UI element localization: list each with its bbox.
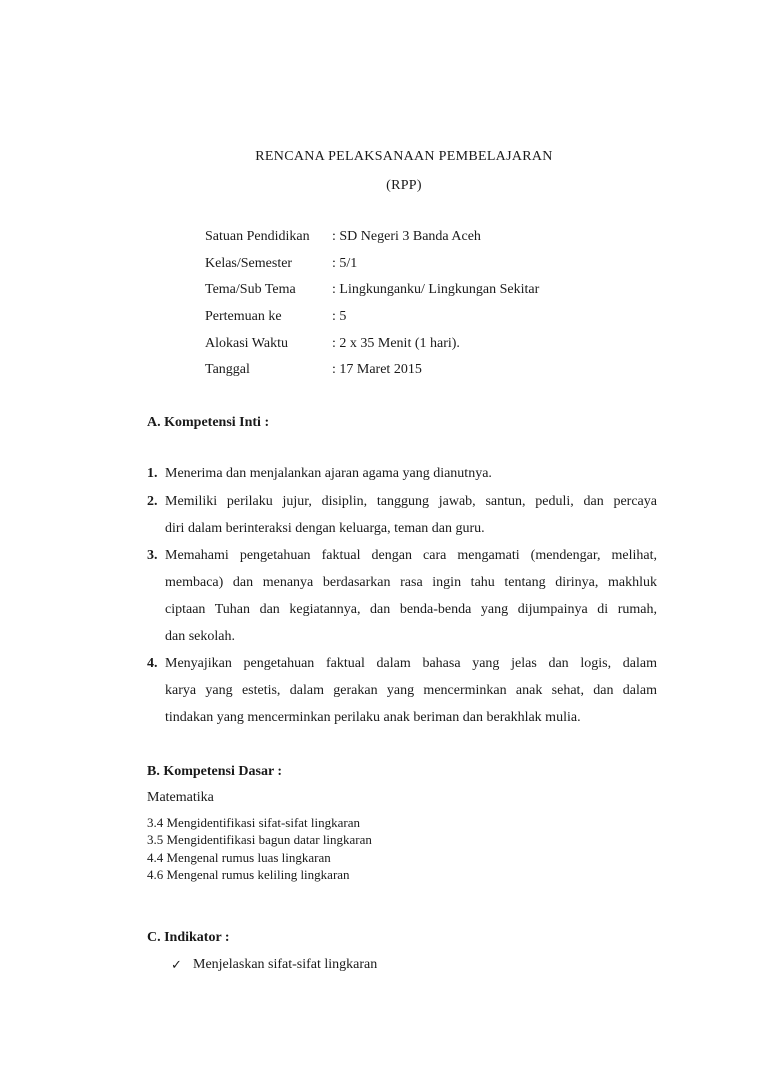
checkmark-icon: ✓ xyxy=(171,957,182,972)
info-label: Tanggal xyxy=(205,362,250,377)
info-label: Tema/Sub Tema xyxy=(205,282,296,297)
list-item-line: tindakan yang mencerminkan perilaku anak beriman dan berakhlak mulia. xyxy=(165,710,581,725)
document-subtitle: (RPP) xyxy=(386,178,422,193)
list-item: 4.6 Mengenal rumus keliling lingkaran xyxy=(147,867,350,882)
list-item-line: ciptaan Tuhan dan kegiatannya, dan benda-benda yang dijumpainya di rumah, xyxy=(165,602,657,617)
info-value: : SD Negeri 3 Banda Aceh xyxy=(332,229,481,244)
section-heading-indikator: C. Indikator : xyxy=(147,930,230,945)
list-item-line: Memiliki perilaku jujur, disiplin, tanggung jawab, santun, peduli, dan percaya xyxy=(165,494,657,509)
document-title: RENCANA PELAKSANAAN PEMBELAJARAN xyxy=(255,149,553,164)
list-item-line: diri dalam berinteraksi dengan keluarga, teman dan guru. xyxy=(165,521,485,536)
list-item-line: Menerima dan menjalankan ajaran agama yang dianutnya. xyxy=(165,466,492,481)
info-value: : 2 x 35 Menit (1 hari). xyxy=(332,336,460,351)
info-label: Pertemuan ke xyxy=(205,309,282,324)
list-item-number: 2. xyxy=(147,494,158,509)
info-label: Alokasi Waktu xyxy=(205,336,288,351)
subject-label: Matematika xyxy=(147,790,214,805)
list-item-number: 1. xyxy=(147,466,158,481)
info-label: Satuan Pendidikan xyxy=(205,229,310,244)
info-label: Kelas/Semester xyxy=(205,256,293,271)
list-item-number: 4. xyxy=(147,656,158,671)
section-heading-kompetensi-inti: A. Kompetensi Inti : xyxy=(147,415,270,430)
list-item: Menjelaskan sifat-sifat lingkaran xyxy=(193,957,378,972)
list-item-line: Menyajikan pengetahuan faktual dalam bahasa yang jelas dan logis, dalam xyxy=(165,656,657,671)
list-item-line: membaca) dan menanya berdasarkan rasa ingin tahu tentang dirinya, makhluk xyxy=(165,575,657,590)
list-item: 4.4 Mengenal rumus luas lingkaran xyxy=(147,850,331,865)
list-item: 3.4 Mengidentifikasi sifat-sifat lingkaran xyxy=(147,815,361,830)
info-value: : 17 Maret 2015 xyxy=(332,362,422,377)
info-value: : Lingkunganku/ Lingkungan Sekitar xyxy=(332,282,540,297)
list-item-line: Memahami pengetahuan faktual dengan cara mengamati (mendengar, melihat, xyxy=(165,548,657,563)
info-value: : 5 xyxy=(332,309,347,324)
info-value: : 5/1 xyxy=(332,256,358,271)
list-item-line: dan sekolah. xyxy=(165,629,235,644)
list-item-line: karya yang estetis, dalam gerakan yang mencerminkan anak sehat, dan dalam xyxy=(165,683,657,698)
list-item: 3.5 Mengidentifikasi bagun datar lingkaran xyxy=(147,832,372,847)
section-heading-kompetensi-dasar: B. Kompetensi Dasar : xyxy=(147,764,283,779)
list-item-number: 3. xyxy=(147,548,158,563)
